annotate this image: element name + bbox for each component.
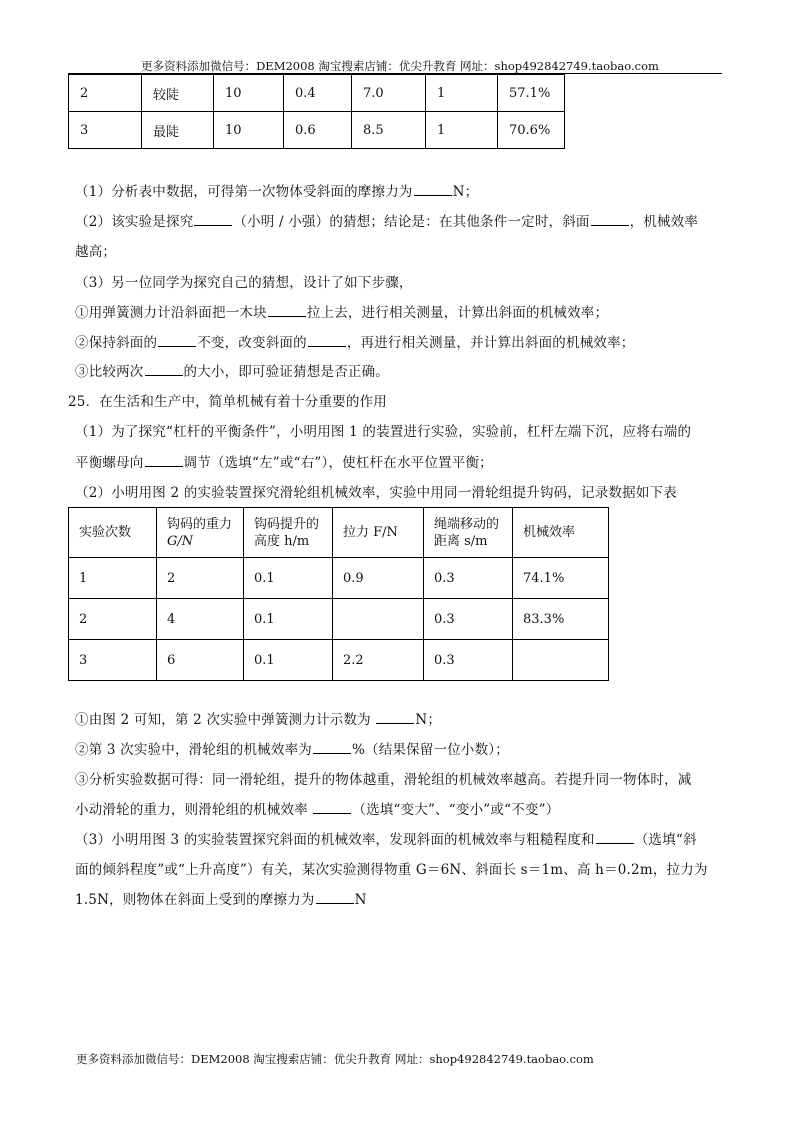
answer-blank[interactable] bbox=[591, 212, 629, 227]
table-cell: 3 bbox=[69, 112, 142, 149]
table-cell: 83.3% bbox=[513, 599, 609, 640]
answer-blank[interactable] bbox=[268, 303, 306, 318]
text: 越高； bbox=[75, 244, 117, 260]
text: %（结果保留一位小数）； bbox=[351, 742, 509, 758]
q25-part1 bbox=[75, 420, 735, 440]
answer-blank[interactable] bbox=[158, 333, 196, 348]
table-cell: 74.1% bbox=[513, 558, 609, 599]
header-text: 拉力 F/N bbox=[343, 525, 398, 540]
text: 小动滑轮的重力，则滑轮组的机械效率 bbox=[75, 802, 313, 818]
table-cell: 4 bbox=[157, 599, 244, 640]
answer-blank[interactable] bbox=[145, 453, 183, 468]
answer-blank[interactable] bbox=[308, 333, 346, 348]
header-text: 绳端移动的 bbox=[434, 516, 500, 532]
header-cell bbox=[244, 508, 333, 558]
table-header-row bbox=[69, 508, 609, 558]
text: （3）另一位同学为探究自己的猜想，设计了如下步骤， bbox=[75, 275, 413, 291]
header-cell bbox=[69, 508, 157, 558]
table-cell: 2 bbox=[157, 558, 244, 599]
header-text: 钩码提升的 bbox=[254, 516, 320, 532]
q24-part2-cont bbox=[75, 240, 735, 260]
text: （选填“变大”、“变小”或“不变”） bbox=[352, 802, 560, 818]
header-cell bbox=[513, 508, 609, 558]
table-cell: 0.1 bbox=[244, 558, 333, 599]
text: 不变，改变斜面的 bbox=[197, 335, 307, 351]
answer-blank[interactable] bbox=[313, 740, 351, 755]
text: （小明 / 小强）的猜想；结论是：在其他条件一定时，斜面 bbox=[233, 214, 590, 230]
table-cell: 0.9 bbox=[333, 558, 424, 599]
q25-part3 bbox=[75, 828, 735, 848]
q25-c1 bbox=[75, 708, 735, 728]
q24-part3 bbox=[75, 271, 735, 291]
table-cell bbox=[513, 640, 609, 681]
q24-step1 bbox=[75, 301, 735, 321]
page-header: 更多资料添加微信号：DEM2008 淘宝搜索店铺：优尖升教育 网址：shop492842749.taobao.com bbox=[141, 59, 659, 73]
text: （2）该实验是探究 bbox=[75, 214, 194, 230]
header-cell bbox=[424, 508, 513, 558]
table-cell: 1 bbox=[426, 112, 498, 149]
text: 拉上去，进行相关测量，计算出斜面的机械效率； bbox=[306, 305, 609, 321]
q25-part1-cont bbox=[75, 451, 735, 471]
table-cell: 70.6% bbox=[498, 112, 565, 149]
text: （3）小明用图 3 的实验装置探究斜面的机械效率，发现斜面的机械效率与粗糙程度和 bbox=[75, 832, 595, 848]
answer-blank[interactable] bbox=[194, 212, 232, 227]
table-cell: 8.5 bbox=[352, 112, 426, 149]
table-row bbox=[69, 599, 609, 640]
table-cell: 2 bbox=[69, 75, 142, 112]
table-cell: 7.0 bbox=[352, 75, 426, 112]
text: ，机械效率 bbox=[629, 214, 699, 230]
table-row bbox=[69, 640, 609, 681]
text: N； bbox=[452, 184, 479, 200]
q25-part3-end bbox=[75, 888, 735, 908]
table-cell: 0.6 bbox=[284, 112, 352, 149]
q24-part1 bbox=[75, 180, 735, 200]
table-cell: 0.3 bbox=[424, 599, 513, 640]
page-footer: 更多资料添加微信号：DEM2008 淘宝搜索店铺：优尖升教育 网址：shop492842749.taobao.com bbox=[76, 1052, 594, 1066]
text: 的大小，即可验证猜想是否正确。 bbox=[183, 364, 389, 380]
answer-blank[interactable] bbox=[316, 890, 354, 905]
table-row bbox=[69, 75, 565, 112]
table-cell: 较陡 bbox=[142, 75, 214, 112]
table-cell: 0.3 bbox=[424, 640, 513, 681]
header-text: G/N bbox=[167, 533, 194, 549]
text: （选填“斜 bbox=[634, 832, 697, 848]
table-cell: 2.2 bbox=[333, 640, 424, 681]
header-text: 钩码的重力 bbox=[167, 516, 233, 532]
table-cell: 最陡 bbox=[142, 112, 214, 149]
header-text: 距离 s/m bbox=[434, 533, 488, 549]
answer-blank[interactable] bbox=[596, 830, 634, 845]
text: ③比较两次 bbox=[75, 364, 144, 380]
q24-step2 bbox=[75, 331, 735, 351]
table-cell: 10 bbox=[214, 112, 284, 149]
q25-part3-cont bbox=[75, 858, 735, 878]
text: （1）分析表中数据，可得第一次物体受斜面的摩擦力为 bbox=[75, 184, 413, 200]
table-cell: 0.3 bbox=[424, 558, 513, 599]
text: （1）为了探究“杠杆的平衡条件”，小明用图 1 的装置进行实验，实验前，杠杆左端下沉，应将右端的 bbox=[75, 424, 692, 440]
table-cell bbox=[333, 599, 424, 640]
text: N； bbox=[415, 712, 442, 728]
table-cell: 57.1% bbox=[498, 75, 565, 112]
answer-blank[interactable] bbox=[313, 800, 351, 815]
text: 1.5N，则物体在斜面上受到的摩擦力为 bbox=[75, 892, 315, 908]
q25-c2 bbox=[75, 738, 735, 758]
q25-c3 bbox=[75, 768, 735, 788]
header-cell bbox=[157, 508, 244, 558]
table-cell: 1 bbox=[426, 75, 498, 112]
q24-part2 bbox=[75, 210, 735, 230]
text: ，再进行相关测量，并计算出斜面的机械效率； bbox=[346, 335, 635, 351]
text: 面的倾斜程度”或“上升高度”）有关，某次实验测得物重 G＝6N、斜面长 s＝1m、高 h＝0.2m，拉力为 bbox=[75, 862, 708, 878]
answer-blank[interactable] bbox=[414, 182, 452, 197]
table-cell: 1 bbox=[69, 558, 157, 599]
text: 平衡螺母向 bbox=[75, 455, 144, 471]
incline-data-table bbox=[68, 74, 565, 149]
q24-step3 bbox=[75, 360, 735, 380]
table-row bbox=[69, 112, 565, 149]
q25-title: 25．在生活和生产中，简单机械有着十分重要的作用 bbox=[68, 394, 387, 410]
text: ②保持斜面的 bbox=[75, 335, 158, 351]
table-cell: 2 bbox=[69, 599, 157, 640]
pulley-data-table bbox=[68, 507, 609, 681]
header-text: 机械效率 bbox=[523, 525, 576, 540]
table-cell: 6 bbox=[157, 640, 244, 681]
answer-blank[interactable] bbox=[145, 362, 183, 377]
header-cell bbox=[333, 508, 424, 558]
text: N bbox=[354, 892, 367, 908]
q25-c3-cont bbox=[75, 798, 735, 818]
q25-part2 bbox=[75, 481, 735, 501]
table-cell: 0.4 bbox=[284, 75, 352, 112]
header-text: 高度 h/m bbox=[254, 533, 310, 549]
header-text: 实验次数 bbox=[79, 525, 132, 540]
text: ①由图 2 可知，第 2 次实验中弹簧测力计示数为 bbox=[75, 712, 376, 728]
table-cell: 10 bbox=[214, 75, 284, 112]
text: 调节（选填“左”或“右”），使杠杆在水平位置平衡； bbox=[183, 455, 493, 471]
table-cell: 3 bbox=[69, 640, 157, 681]
answer-blank[interactable] bbox=[376, 710, 414, 725]
text: ③分析实验数据可得：同一滑轮组，提升的物体越重，滑轮组的机械效率越高。若提升同一物体时，减 bbox=[75, 772, 692, 788]
text: （2）小明用图 2 的实验装置探究滑轮组机械效率，实验中用同一滑轮组提升钩码，记录数据如下表 bbox=[75, 485, 677, 501]
table-cell: 0.1 bbox=[244, 640, 333, 681]
table-cell: 0.1 bbox=[244, 599, 333, 640]
text: ②第 3 次实验中，滑轮组的机械效率为 bbox=[75, 742, 312, 758]
table-row bbox=[69, 558, 609, 599]
text: ①用弹簧测力计沿斜面把一木块 bbox=[75, 305, 267, 321]
